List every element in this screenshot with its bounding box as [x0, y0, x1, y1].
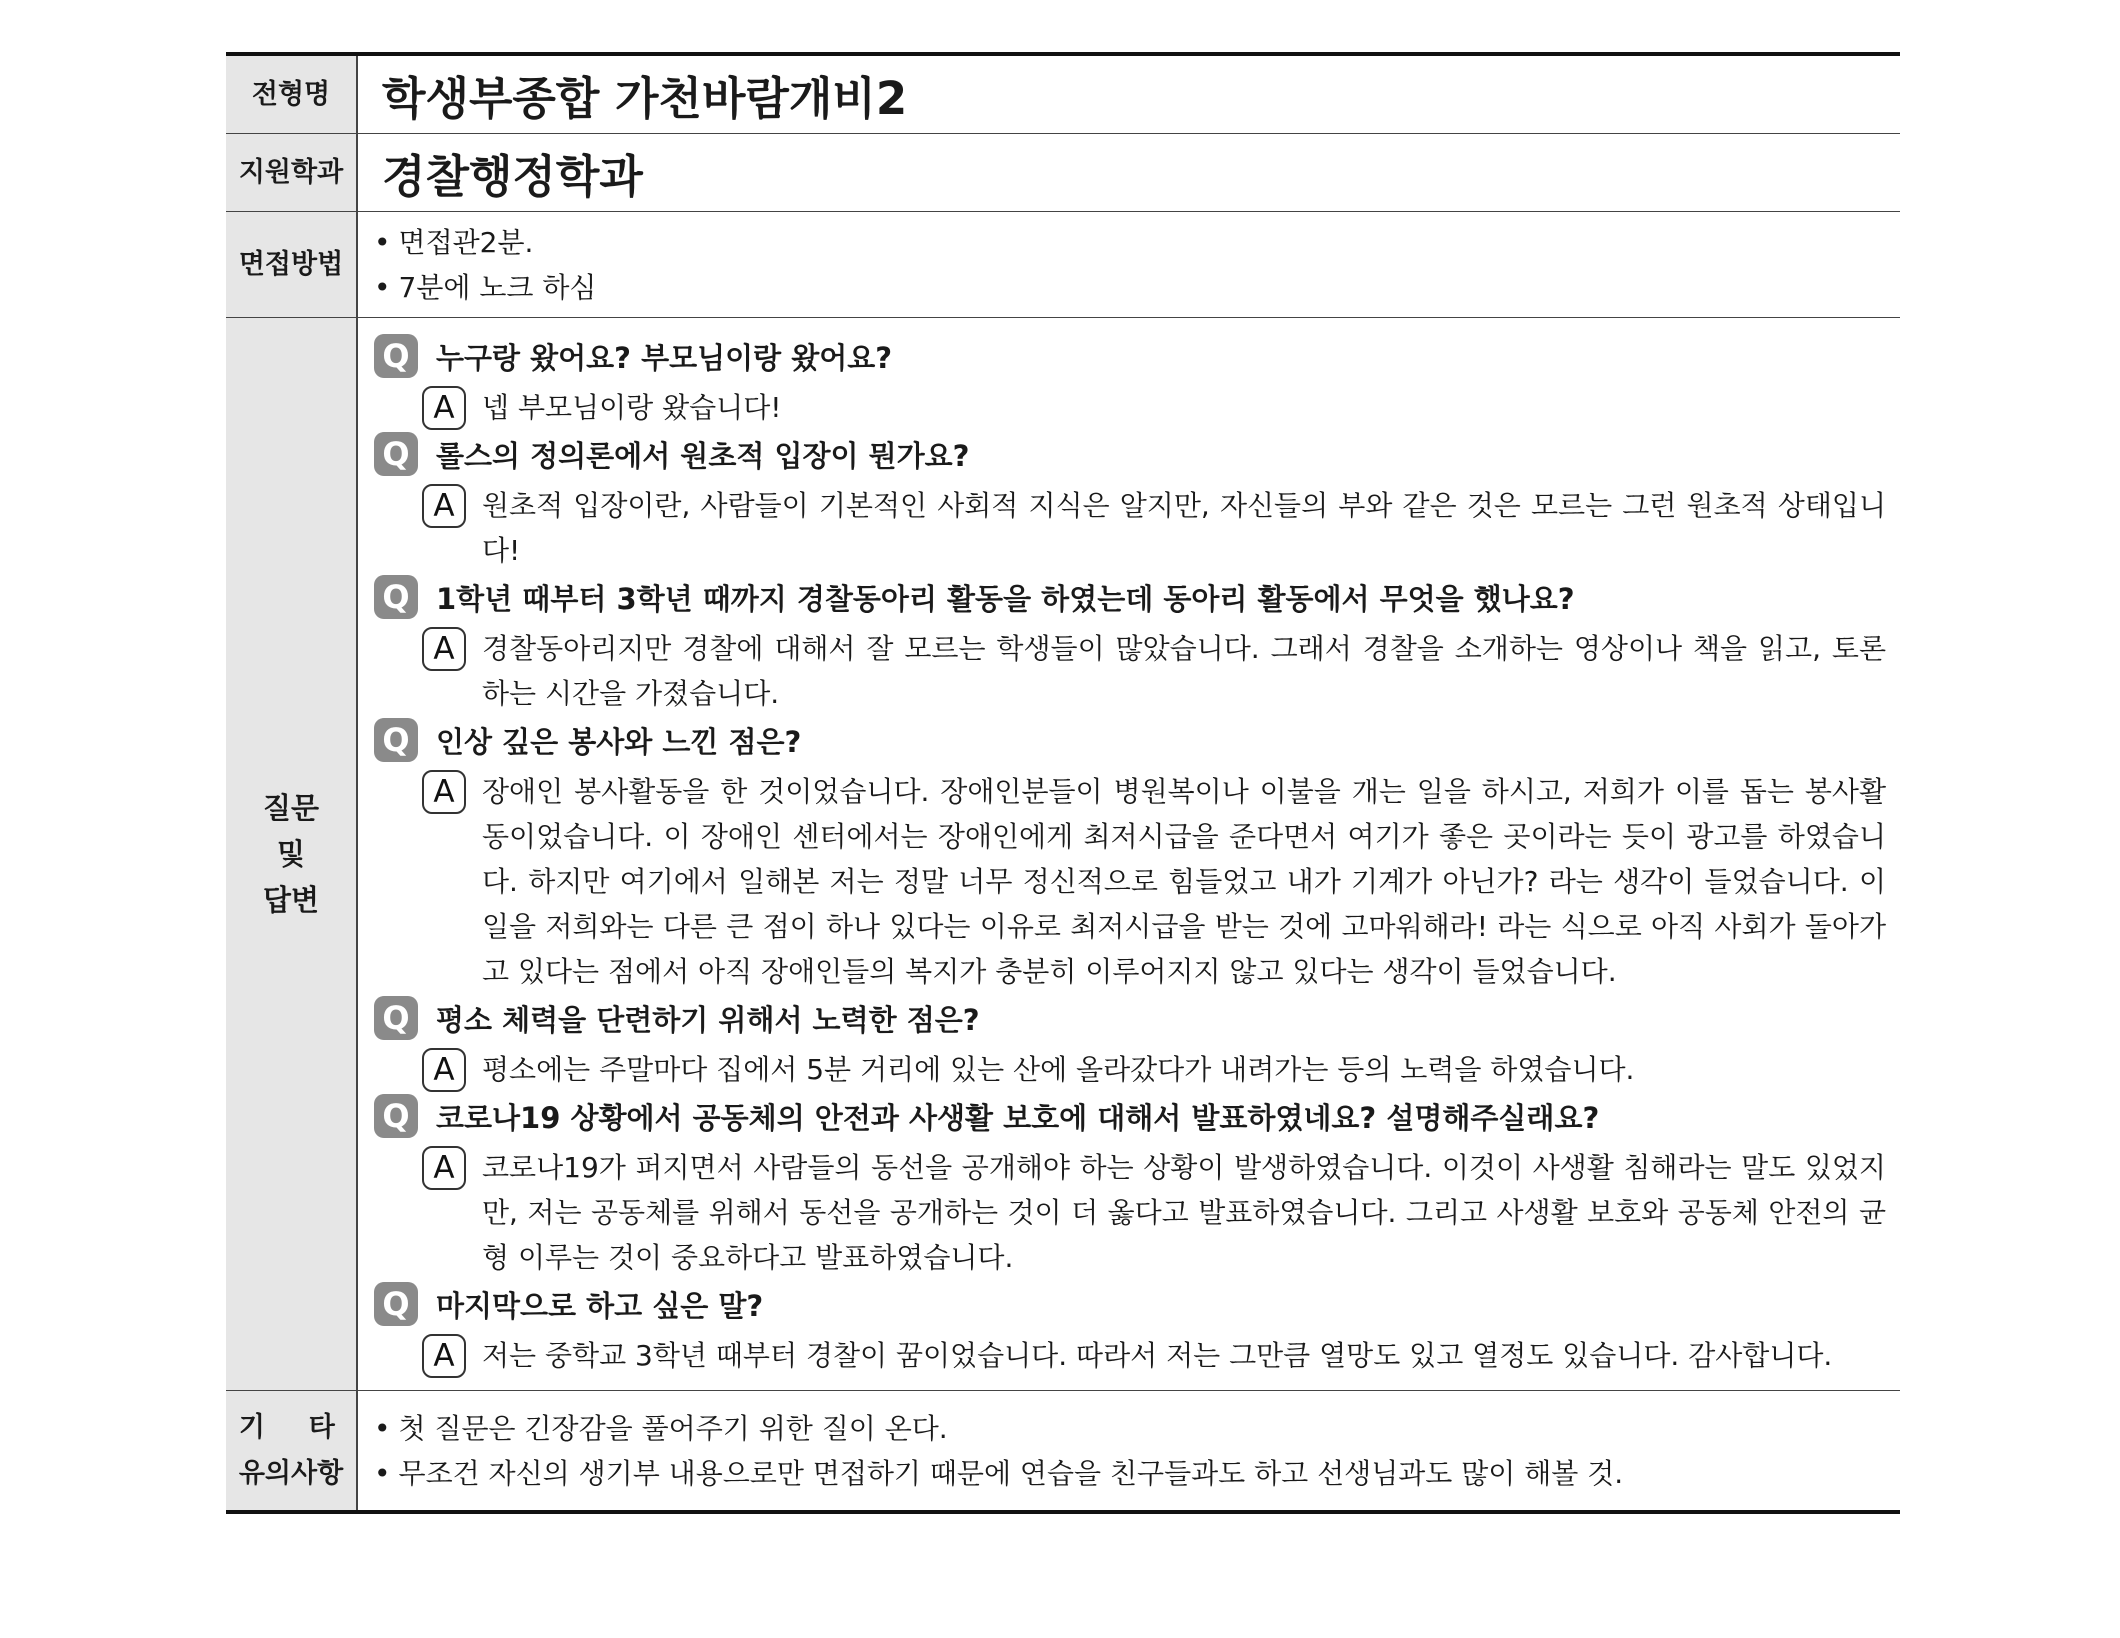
answer-text: 평소에는 주말마다 집에서 5분 거리에 있는 산에 올라갔다가 내려가는 등의 노력을 하였습니다. [482, 1053, 1635, 1086]
answer-text: 경찰동아리지만 경찰에 대해서 잘 모르는 학생들이 많았습니다. 그래서 경찰을 소개하는 영상이나 책을 읽고, 토론하는 시간을 가졌습니다. [482, 632, 1886, 710]
interview-record-table [226, 52, 1900, 1514]
answer-badge-icon: A [422, 484, 466, 528]
qa-list [358, 318, 1900, 1390]
question-badge-icon: Q [374, 432, 418, 476]
question-badge-icon: Q [374, 334, 418, 378]
qa-item [374, 994, 1886, 1092]
qa-row [226, 318, 1900, 1391]
answer-text: 장애인 봉사활동을 한 것이었습니다. 장애인분들이 병원복이나 이불을 개는 일을 하시고, 저희가 이를 돕는 봉사활동이었습니다. 이 장애인 센터에서는 장애인에게 최저시급을 준다면서 여기가 좋은 곳이라는 듯이 광고를 하였습니다. 하지만 여기에서 일해본 저는 정말 너무 정신적으로 힘들었고 내가 기계가 아닌가? 라는 생각이 들었습니다. 이 일을 저희와는 다른 큰 점이 하나 있다는 이유로 최저시급을 받는 것에 고마워해라! 라는 식으로 아직 사회가 돌아가고 있다는 점에서 아직 장애인들의 복지가 충분히 이루어지지 않고 있다는 생각이 들었습니다. [482, 775, 1886, 988]
question-badge-icon: Q [374, 996, 418, 1040]
notes-label-line: 유의사항 [238, 1457, 344, 1489]
answer-badge-icon: A [422, 770, 466, 814]
question-text: 1학년 때부터 3학년 때까지 경찰동아리 활동을 하였는데 동아리 활동에서 무엇을 했나요? [436, 581, 1575, 616]
qa-item [374, 573, 1886, 716]
department-name: 경찰행정학과 [382, 150, 643, 203]
department-row [226, 134, 1900, 212]
notes-item: • 첫 질문은 긴장감을 풀어주기 위한 질이 온다. [374, 1406, 1884, 1451]
answer-badge-icon: A [422, 1146, 466, 1190]
question-text: 누구랑 왔어요? 부모님이랑 왔어요? [436, 340, 893, 375]
question [374, 1092, 1886, 1140]
question [374, 716, 1886, 764]
notes-label-char: 기 [238, 1411, 265, 1443]
answer-badge-icon: A [422, 627, 466, 671]
answer [422, 1048, 1886, 1092]
qa-item [374, 1280, 1886, 1378]
method-item: • 면접관2분. [374, 220, 1884, 265]
question [374, 430, 1886, 478]
notes-row [226, 1391, 1900, 1510]
qa-label-line: 답변 [262, 883, 320, 917]
method-row [226, 212, 1900, 318]
notes-label [226, 1391, 358, 1510]
question-text: 인상 깊은 봉사와 느낀 점은? [436, 724, 802, 759]
question-badge-icon: Q [374, 575, 418, 619]
notes-label-line [239, 1405, 335, 1451]
qa-item [374, 430, 1886, 573]
answer-badge-icon: A [422, 386, 466, 430]
answer-text: 저는 중학교 3학년 때부터 경찰이 꿈이었습니다. 따라서 저는 그만큼 열망도 있고 열정도 있습니다. 감사합니다. [482, 1339, 1833, 1372]
question-text: 마지막으로 하고 싶은 말? [436, 1288, 764, 1323]
qa-label [226, 318, 358, 1390]
qa-item [374, 332, 1886, 430]
answer-text: 코로나19가 퍼지면서 사람들의 동선을 공개해야 하는 상황이 발생하였습니다. 이것이 사생활 침해라는 말도 있었지만, 저는 공동체를 위해서 동선을 공개하는 것이 더 옳다고 발표하였습니다. 그리고 사생활 보호와 공동체 안전의 균형 이루는 것이 중요하다고 발표하였습니다. [482, 1151, 1886, 1274]
method-label: 면접방법 [226, 212, 358, 317]
answer-text: 원초적 입장이란, 사람들이 기본적인 사회적 지식은 알지만, 자신들의 부와 같은 것은 모르는 그런 원초적 상태입니다! [482, 489, 1886, 567]
answer [422, 770, 1886, 994]
method-item: • 7분에 노크 하심 [374, 265, 1884, 310]
question-text: 코로나19 상황에서 공동체의 안전과 사생활 보호에 대해서 발표하였네요? 설명해주실래요? [436, 1100, 1600, 1135]
method-list [358, 212, 1900, 317]
question-badge-icon: Q [374, 1282, 418, 1326]
answer [422, 1146, 1886, 1280]
admission-row [226, 56, 1900, 134]
question [374, 994, 1886, 1042]
qa-item [374, 716, 1886, 994]
answer-text: 넵 부모님이랑 왔습니다! [482, 391, 782, 424]
question [374, 573, 1886, 621]
qa-item [374, 1092, 1886, 1280]
question [374, 332, 1886, 380]
notes-label-char: 타 [308, 1411, 335, 1443]
answer [422, 627, 1886, 716]
admission-name: 학생부종합 가천바람개비2 [382, 72, 908, 125]
question-badge-icon: Q [374, 1094, 418, 1138]
question-badge-icon: Q [374, 718, 418, 762]
answer [422, 484, 1886, 573]
answer [422, 1334, 1886, 1378]
qa-label-line: 및 [276, 837, 305, 871]
answer [422, 386, 1886, 430]
answer-badge-icon: A [422, 1334, 466, 1378]
notes-item: • 무조건 자신의 생기부 내용으로만 면접하기 때문에 연습을 친구들과도 하고 선생님과도 많이 해볼 것. [374, 1451, 1884, 1496]
admission-label: 전형명 [226, 56, 358, 133]
question-text: 평소 체력을 단련하기 위해서 노력한 점은? [436, 1002, 980, 1037]
question [374, 1280, 1886, 1328]
qa-label-line: 질문 [262, 791, 320, 825]
answer-badge-icon: A [422, 1048, 466, 1092]
notes-list [358, 1391, 1900, 1510]
department-label: 지원학과 [226, 134, 358, 211]
question-text: 롤스의 정의론에서 원초적 입장이 뭔가요? [436, 438, 970, 473]
